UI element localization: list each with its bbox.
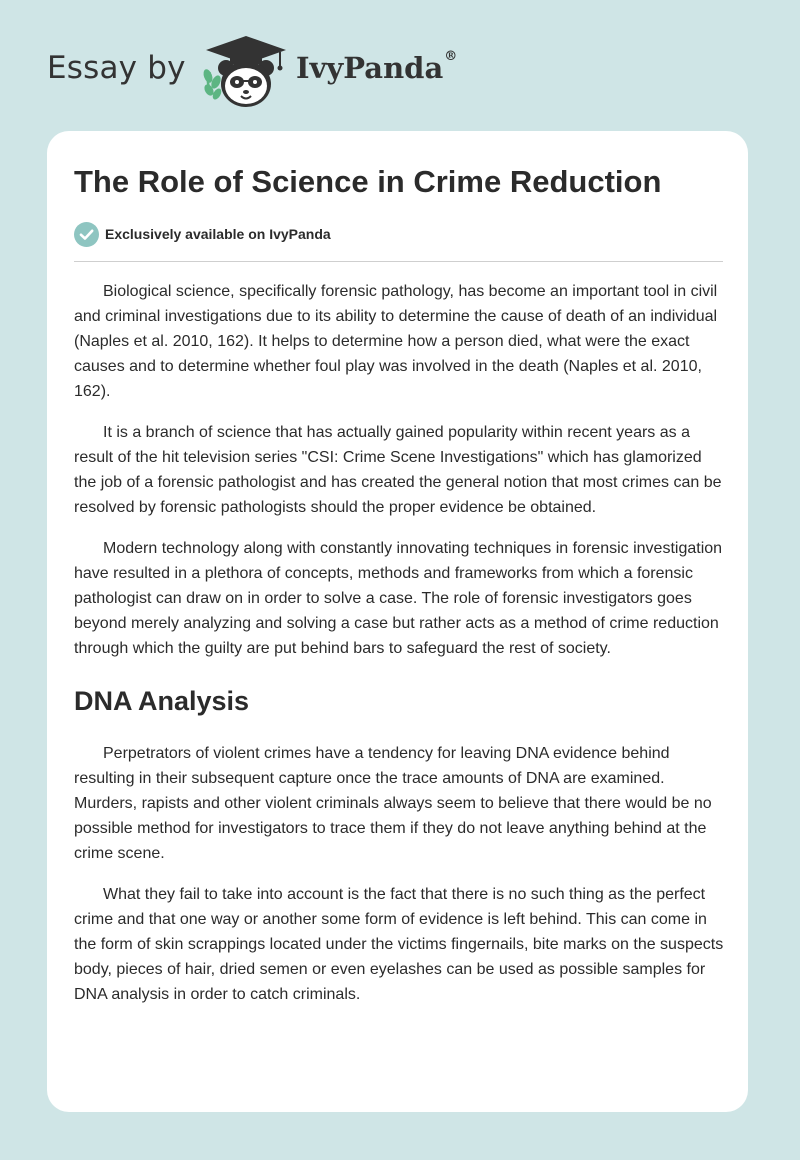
exclusive-badge-label: Exclusively available on IvyPanda: [105, 226, 331, 242]
brand-name-text: IvyPanda: [296, 51, 444, 85]
title-divider: [74, 261, 723, 262]
essay-card: [47, 131, 748, 1112]
site-header: [0, 0, 800, 130]
panda-graduate-logo-icon[interactable]: [200, 32, 292, 110]
intro-paragraph: Modern technology along with constantly innovating techniques in forensic investigation have resulted in a plethora of concepts, methods and frameworks from which a forensic pathologist can draw on in order to solve a case. The role of forensic investigators goes beyond merely analyzing and solving a case but rather acts as a method of crime reduction through which the guilty are put behind bars to safeguard the rest of society.: [74, 540, 723, 657]
page-title: The Role of Science in Crime Reduction: [74, 164, 662, 199]
essay-body: [74, 279, 726, 1023]
intro-paragraph: It is a branch of science that has actually gained popularity within recent years as a result of the hit television series "CSI: Crime Scene Investigations" which has glamorized the job of a forensic pathologist and has created the general notion that most crimes can be resolved by forensic pathologists should the proper evidence be obtained.: [74, 424, 722, 516]
intro-paragraph: Biological science, specifically forensic pathology, has become an important tool in civil and criminal investigations due to its ability to determine the cause of death of an individual (Naples et al. 2010, 162). It helps to determine how a person died, what were the exact causes and to determine whether foul play was involved in the death (Naples et al. 2010, 162).: [74, 283, 718, 400]
registered-mark: ®: [444, 49, 458, 64]
section-heading: DNA Analysis: [74, 686, 250, 716]
exclusive-badge: [74, 221, 331, 247]
check-circle-icon: [74, 222, 99, 247]
essay-by-label: Essay by: [47, 50, 186, 86]
section-paragraph: What they fail to take into account is the fact that there is no such thing as the perfect crime and that one way or another some form of evidence is left behind. This can come in the form of skin scrappings located under the victims fingernails, bite marks on the suspects body, pieces of hair, dried semen or even eyelashes can be used as possible samples for DNA analysis in order to catch criminals.: [74, 886, 724, 1003]
section-paragraph: Perpetrators of violent crimes have a tendency for leaving DNA evidence behind resulting in their subsequent capture once the trace amounts of DNA are examined. Murders, rapists and other violent criminals always seem to believe that there would be no possible method for investigators to trace them if they do not leave anything behind at the crime scene.: [74, 745, 712, 862]
ivypanda-brand-name[interactable]: [296, 51, 457, 85]
